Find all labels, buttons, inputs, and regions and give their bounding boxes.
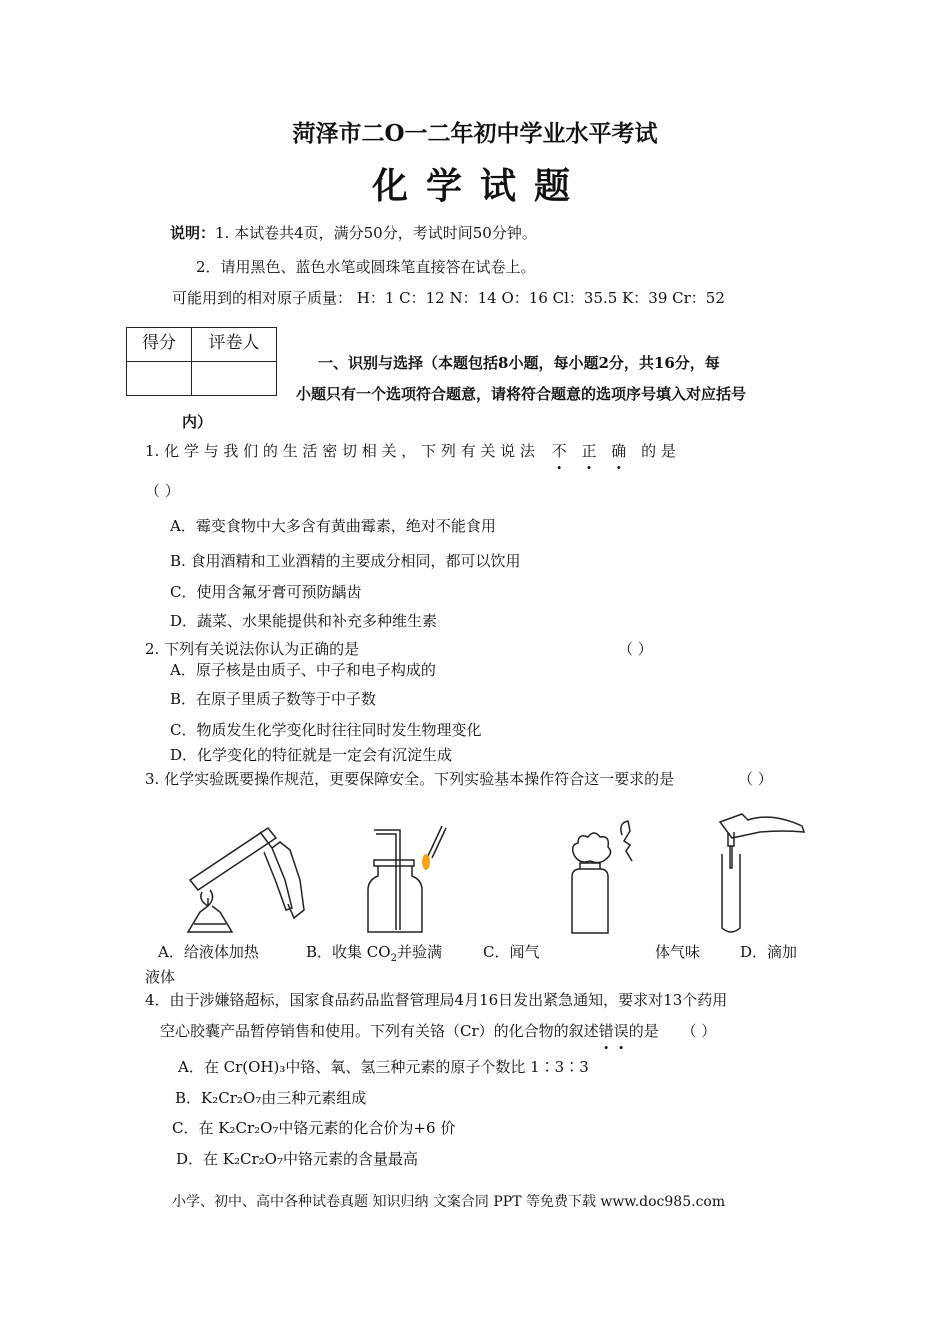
q4-option-d: D．在 K₂Cr₂O₇中铬元素的含量最高: [176, 1150, 418, 1168]
q1-option-c: C．使用含氟牙膏可预防龋齿: [170, 583, 362, 601]
q1-stem: 1. 化 学 与 我 们 的 生 活 密 切 相 关 ， 下 列 有 关 说 法 不 正 确 的 是: [145, 442, 676, 460]
q2-stem: 2. 下列有关说法你认为正确的是: [145, 640, 360, 658]
dropping-liquid-figure: [712, 810, 812, 940]
score-header: 得分: [127, 328, 192, 362]
q4-stem-line1: 4．由于涉嫌铬超标，国家食品药品监督管理局4月16日发出紧急通知，要求对13个药用: [145, 991, 728, 1009]
score-cell[interactable]: [127, 362, 192, 396]
q3-caption-c: C．闻气: [483, 943, 540, 961]
q1-option-d: D．蔬菜、水果能提供和补充多种维生素: [170, 612, 438, 630]
section1-heading: 一、识别与选择（本题包括8小题，每小题2分，共16分，每: [318, 354, 720, 372]
q1-option-a: A．霉变食物中大多含有黄曲霉素，绝对不能食用: [170, 517, 496, 535]
q3-stem: 3. 化学实验既要操作规范，更要保障安全。下列实验基本操作符合这一要求的是: [145, 770, 675, 788]
q3-figures: [0, 810, 950, 940]
q3-caption-c-cont: 体气味: [655, 943, 701, 961]
grader-cell[interactable]: [192, 362, 277, 396]
q2-option-b: B．在原子里质子数等于中子数: [170, 690, 377, 708]
co2-collection-figure: [362, 820, 462, 940]
atomic-masses: 可能用到的相对原子质量： H：1 C：12 N：14 O：16 Cl：35.5 K：39 Cr：52: [172, 289, 725, 307]
q4-stem-line2: 空心胶囊产品暂停销售和使用。下列有关铬（Cr）的化合物的叙述错误的是 （ ）: [160, 1022, 717, 1040]
instructions-line2: 2．请用黑色、蓝色水笔或圆珠笔直接答在试卷上。: [196, 258, 536, 276]
instructions-label: 说明：: [170, 224, 216, 242]
score-table: [126, 327, 277, 396]
exam-subject: 化学试题: [371, 165, 588, 207]
q4-option-b: B．K₂Cr₂O₇由三种元素组成: [175, 1089, 367, 1107]
q4-answer-paren[interactable]: （ ）: [681, 1022, 717, 1040]
section1-line2: 小题只有一个选项符合题意，请将符合题意的选项序号填入对应括号: [296, 385, 747, 403]
q2-option-a: A．原子核是由质子、中子和电子构成的: [170, 661, 436, 679]
download-footer: 小学、初中、高中各种试卷真题 知识归纳 文案合同 PPT 等免费下载 www.doc985.com: [172, 1194, 726, 1210]
heating-liquid-figure: [180, 820, 320, 940]
q2-option-c: C．物质发生化学变化时往往同时发生物理变化: [170, 721, 482, 739]
q3-caption-d: D．滴加: [740, 943, 798, 961]
q1-answer-paren[interactable]: （ ）: [145, 482, 180, 500]
exam-title: 菏泽市二O一二年初中学业水平考试: [292, 120, 658, 147]
q3-caption-a: A．给液体加热: [158, 943, 259, 961]
q3-answer-paren[interactable]: （ ）: [738, 770, 773, 788]
q2-option-d: D．化学变化的特征就是一定会有沉淀生成: [170, 746, 453, 764]
q2-answer-paren[interactable]: （ ）: [618, 640, 653, 658]
instructions-line1: 说明：1. 本试卷共4页，满分50分，考试时间50分钟。: [170, 224, 537, 242]
q3-caption-b: B．收集 $CO_2$并验满: [306, 943, 442, 964]
section1-line3: 内）: [182, 413, 213, 431]
grader-header: 评卷人: [192, 328, 277, 362]
q4-option-a: A．在 Cr(OH)₃中铬、氧、氢三种元素的原子个数比 1∶3∶3: [178, 1058, 589, 1076]
q1-option-b: B. 食用酒精和工业酒精的主要成分相同，都可以饮用: [170, 552, 521, 570]
q4-option-c: C．在 K₂Cr₂O₇中铬元素的化合价为+6 价: [172, 1119, 456, 1137]
smelling-gas-figure: [560, 815, 650, 940]
q3-caption-d-cont: 液体: [145, 968, 176, 986]
